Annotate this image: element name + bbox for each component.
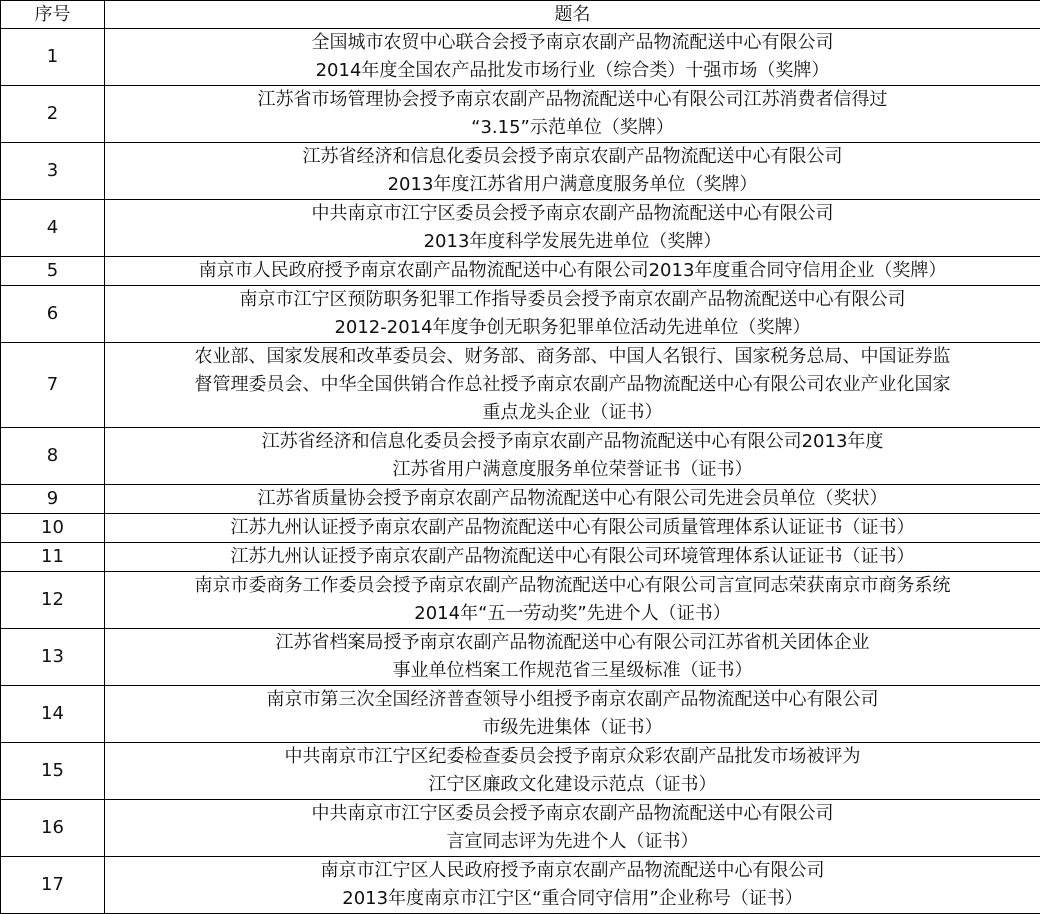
title-line: 2012-2014年度争创无职务犯罪单位活动先进单位（奖牌） [107,314,1038,342]
row-index-cell: 17 [1,857,105,914]
row-title-cell [105,257,1040,286]
title-line: 中共南京市江宁区纪委检查委员会授予南京众彩农副产品批发市场被评为 [107,743,1038,771]
row-index-cell: 7 [1,343,105,428]
table-row [1,629,1040,686]
title-line: 江苏省用户满意度服务单位荣誉证书（证书） [107,456,1038,484]
table-row [1,286,1040,343]
row-title-cell [105,29,1040,86]
row-index-cell: 12 [1,572,105,629]
title-line: 农业部、国家发展和改革委员会、财务部、商务部、中国人名银行、国家税务总局、中国证券监 [107,343,1038,371]
title-line: 全国城市农贸中心联合会授予南京农副产品物流配送中心有限公司 [107,29,1038,57]
row-title-cell [105,543,1040,572]
row-index-cell: 1 [1,29,105,86]
row-index-cell: 8 [1,428,105,485]
row-index-cell: 13 [1,629,105,686]
table-row [1,743,1040,800]
table-row [1,572,1040,629]
title-line: 中共南京市江宁区委员会授予南京农副产品物流配送中心有限公司 [107,200,1038,228]
table-row [1,857,1040,914]
row-title-cell [105,514,1040,543]
table-row [1,143,1040,200]
title-line: 江苏九州认证授予南京农副产品物流配送中心有限公司环境管理体系认证证书（证书） [107,543,1038,571]
row-title-cell [105,143,1040,200]
table-row [1,257,1040,286]
table-row [1,800,1040,857]
title-line: 督管理委员会、中华全国供销合作总社授予南京农副产品物流配送中心有限公司农业产业化国家 [107,371,1038,399]
title-line: 2014年度全国农产品批发市场行业（综合类）十强市场（奖牌） [107,57,1038,85]
title-line: 江苏省档案局授予南京农副产品物流配送中心有限公司江苏省机关团体企业 [107,629,1038,657]
table-row [1,200,1040,257]
row-title-cell [105,857,1040,914]
row-index-cell: 15 [1,743,105,800]
row-index-cell: 2 [1,86,105,143]
row-title-cell [105,343,1040,428]
row-title-cell [105,686,1040,743]
title-line: 市级先进集体（证书） [107,714,1038,742]
table-row [1,428,1040,485]
row-index-cell: 11 [1,543,105,572]
row-index-cell: 5 [1,257,105,286]
header-row [1,1,1040,29]
title-line: 南京市委商务工作委员会授予南京农副产品物流配送中心有限公司言宣同志荣获南京市商务系统 [107,572,1038,600]
row-index-cell: 10 [1,514,105,543]
title-column-header: 题名 [105,1,1040,29]
row-title-cell [105,200,1040,257]
title-line: 言宣同志评为先进个人（证书） [107,828,1038,856]
table-row [1,29,1040,86]
title-line: 江苏省质量协会授予南京农副产品物流配送中心有限公司先进会员单位（奖状） [107,485,1038,513]
title-line: 江苏省经济和信息化委员会授予南京农副产品物流配送中心有限公司 [107,143,1038,171]
row-title-cell [105,629,1040,686]
title-line: 中共南京市江宁区委员会授予南京农副产品物流配送中心有限公司 [107,800,1038,828]
title-line: 2014年“五一劳动奖”先进个人（证书） [107,600,1038,628]
table-row [1,86,1040,143]
row-index-cell: 14 [1,686,105,743]
row-index-cell: 3 [1,143,105,200]
table-row [1,686,1040,743]
title-line: 2013年度江苏省用户满意度服务单位（奖牌） [107,171,1038,199]
row-title-cell [105,800,1040,857]
title-line: 重点龙头企业（证书） [107,399,1038,427]
title-line: 江苏省市场管理协会授予南京农副产品物流配送中心有限公司江苏消费者信得过 [107,86,1038,114]
title-line: 江苏省经济和信息化委员会授予南京农副产品物流配送中心有限公司2013年度 [107,428,1038,456]
row-title-cell [105,572,1040,629]
title-line: 2013年度南京市江宁区“重合同守信用”企业称号（证书） [107,885,1038,913]
row-index-cell: 6 [1,286,105,343]
table-row [1,343,1040,428]
title-line: 江宁区廉政文化建设示范点（证书） [107,771,1038,799]
row-index-cell: 9 [1,485,105,514]
title-line: 南京市人民政府授予南京农副产品物流配送中心有限公司2013年度重合同守信用企业（奖牌） [107,257,1038,285]
table-body [1,29,1040,914]
row-title-cell [105,743,1040,800]
title-line: “3.15”示范单位（奖牌） [107,114,1038,142]
title-line: 2013年度科学发展先进单位（奖牌） [107,228,1038,256]
table-row [1,543,1040,572]
row-title-cell [105,428,1040,485]
row-title-cell [105,86,1040,143]
title-line: 南京市江宁区人民政府授予南京农副产品物流配送中心有限公司 [107,857,1038,885]
row-title-cell [105,485,1040,514]
row-index-cell: 16 [1,800,105,857]
index-column-header: 序号 [1,1,105,29]
title-line: 南京市江宁区预防职务犯罪工作指导委员会授予南京农副产品物流配送中心有限公司 [107,286,1038,314]
title-line: 事业单位档案工作规范省三星级标准（证书） [107,657,1038,685]
table-row [1,514,1040,543]
row-title-cell [105,286,1040,343]
title-line: 南京市第三次全国经济普查领导小组授予南京农副产品物流配送中心有限公司 [107,686,1038,714]
table-row [1,485,1040,514]
title-line: 江苏九州认证授予南京农副产品物流配送中心有限公司质量管理体系认证证书（证书） [107,514,1038,542]
row-index-cell: 4 [1,200,105,257]
